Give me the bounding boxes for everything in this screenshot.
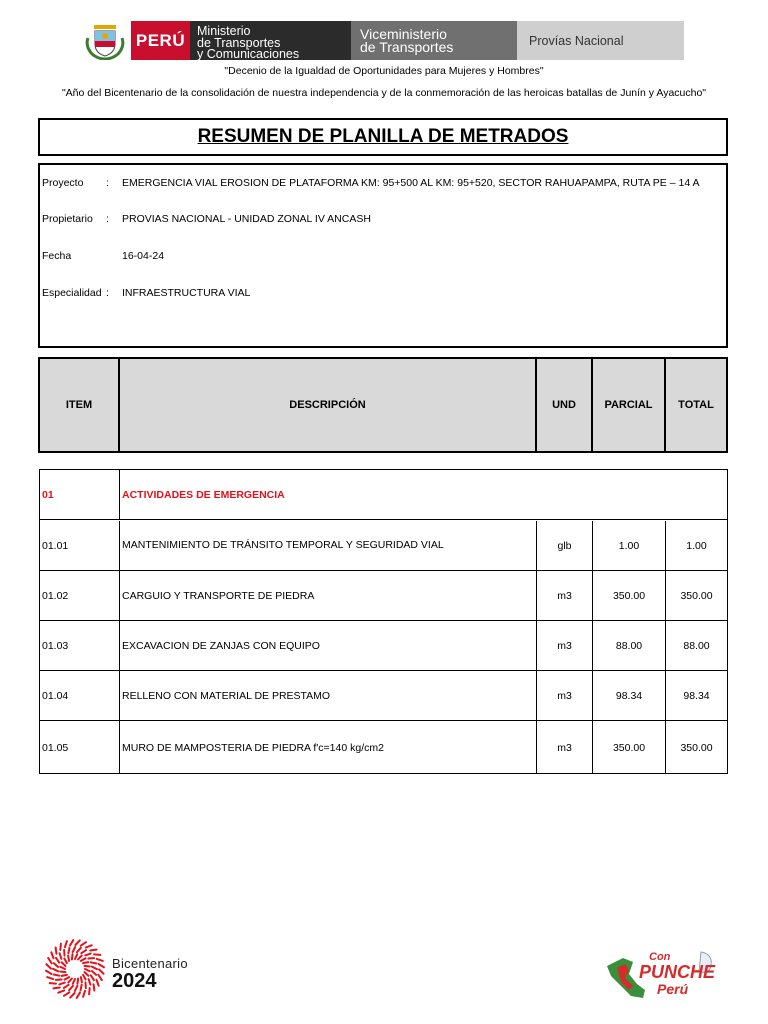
peru-coat-of-arms-icon bbox=[84, 22, 126, 60]
owner-label: Propietario bbox=[42, 213, 93, 225]
header-unit: UND bbox=[537, 359, 593, 451]
row-unit: m3 bbox=[536, 621, 592, 670]
project-value: EMERGENCIA VIAL EROSION DE PLATAFORMA KM: 95+500 AL KM: 95+520, SECTOR RAHUAPAMPA, RUTA PE – 14 A bbox=[122, 177, 700, 189]
row-unit: m3 bbox=[536, 671, 592, 720]
punche-word-text: PUNCHE bbox=[639, 962, 716, 982]
header-description: DESCRIPCIÓN bbox=[120, 359, 537, 451]
project-label: Proyecto bbox=[42, 177, 84, 189]
row-total: 350.00 bbox=[665, 571, 727, 620]
section-row bbox=[40, 470, 727, 520]
row-description: CARGUIO Y TRANSPORTE DE PIEDRA bbox=[119, 571, 536, 620]
bicentennial-sun-icon bbox=[44, 938, 106, 1000]
header-total: TOTAL bbox=[678, 399, 714, 411]
punche-con-text: Con bbox=[649, 951, 671, 963]
ministry-line-3: y Comunicaciones bbox=[197, 47, 300, 61]
punche-peru-text: Perú bbox=[657, 981, 689, 997]
table-row bbox=[40, 721, 727, 774]
owner-value: PROVIAS NACIONAL - UNIDAD ZONAL IV ANCASH bbox=[122, 213, 371, 225]
table-header bbox=[38, 357, 728, 453]
date-label: Fecha bbox=[42, 250, 72, 262]
country-label: PERÚ bbox=[135, 30, 186, 50]
row-partial: 98.34 bbox=[592, 671, 665, 720]
row-item: 01.02 bbox=[42, 589, 69, 602]
header-partial: PARCIAL bbox=[593, 359, 666, 451]
project-info-box bbox=[38, 163, 728, 348]
row-total: 88.00 bbox=[665, 621, 727, 670]
row-description: EXCAVACION DE ZANJAS CON EQUIPO bbox=[119, 621, 536, 670]
table-row bbox=[40, 621, 727, 671]
metrados-table bbox=[39, 469, 728, 774]
vice-line-2: de Transportes bbox=[360, 38, 454, 55]
bicentennial-label: Bicentenario bbox=[112, 956, 188, 971]
row-item: 01.01 bbox=[42, 539, 69, 552]
table-row bbox=[40, 671, 727, 721]
row-description: MURO DE MAMPOSTERIA DE PIEDRA f'c=140 kg/cm2 bbox=[119, 721, 536, 774]
row-description: RELLENO CON MATERIAL DE PRESTAMO bbox=[119, 671, 536, 720]
specialty-value: INFRAESTRUCTURA VIAL bbox=[122, 287, 251, 299]
section-description: ACTIVIDADES DE EMERGENCIA bbox=[119, 470, 727, 519]
row-description: MANTENIMIENTO DE TRÁNSITO TEMPORAL Y SEGURIDAD VIAL bbox=[119, 521, 536, 570]
bicentennial-year: 2024 bbox=[112, 970, 157, 992]
row-partial: 350.00 bbox=[592, 721, 665, 774]
vice-line-1: Viceministerio bbox=[360, 26, 447, 42]
page-title: RESUMEN DE PLANILLA DE METRADOS bbox=[197, 126, 569, 147]
ministry-line-1: Ministerio bbox=[197, 24, 251, 38]
agency-label: Provías Nacional bbox=[529, 33, 624, 48]
decade-motto: "Decenio de la Igualdad de Oportunidades para Mujeres y Hombres" bbox=[224, 65, 544, 77]
agency-box bbox=[517, 21, 684, 60]
row-partial: 1.00 bbox=[592, 521, 665, 570]
table-row bbox=[40, 571, 727, 621]
row-total: 1.00 bbox=[665, 521, 727, 570]
row-unit: m3 bbox=[536, 571, 592, 620]
con-punche-peru-logo bbox=[603, 944, 718, 1004]
ministry-line-2: de Transportes bbox=[197, 35, 281, 50]
date-value: 16-04-24 bbox=[122, 250, 165, 262]
row-total: 350.00 bbox=[665, 721, 727, 774]
row-partial: 350.00 bbox=[592, 571, 665, 620]
specialty-separator: : bbox=[106, 287, 109, 299]
specialty-label: Especialidad bbox=[42, 287, 102, 299]
title-box bbox=[38, 118, 728, 156]
peru-brand-box bbox=[131, 21, 190, 60]
year-motto: "Año del Bicentenario de la consolidación de nuestra independencia y de la conmemoración de las heroicas batallas de Junín y Ayacucho" bbox=[61, 87, 707, 99]
row-unit: glb bbox=[536, 521, 592, 570]
header-item: ITEM bbox=[40, 359, 120, 451]
row-item: 01.03 bbox=[42, 639, 69, 652]
ministry-box bbox=[190, 21, 351, 60]
section-item: 01 bbox=[42, 488, 54, 501]
vice-ministry-box bbox=[351, 21, 517, 60]
owner-separator: : bbox=[106, 213, 109, 225]
project-separator: : bbox=[106, 177, 109, 189]
row-total: 98.34 bbox=[665, 671, 727, 720]
row-unit: m3 bbox=[536, 721, 592, 774]
row-item: 01.04 bbox=[42, 689, 69, 702]
row-item: 01.05 bbox=[42, 741, 69, 754]
table-row bbox=[40, 521, 727, 571]
row-partial: 88.00 bbox=[592, 621, 665, 670]
